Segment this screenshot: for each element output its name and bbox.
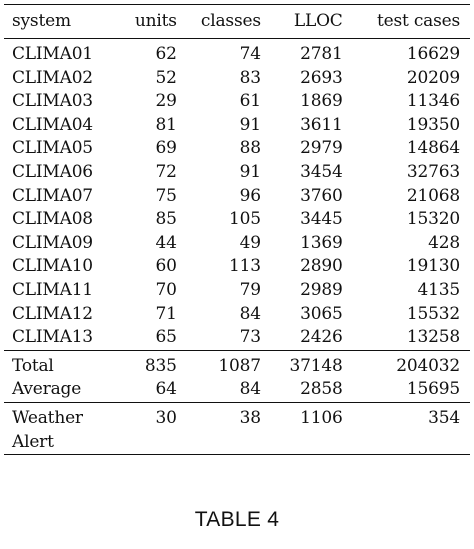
cell-lloc: 37148 bbox=[261, 350, 343, 378]
cell-test-cases: 354 bbox=[343, 402, 470, 454]
cell-classes: 84 bbox=[239, 379, 261, 400]
summary-rows bbox=[4, 350, 470, 402]
cell-classes: 88 bbox=[239, 138, 261, 159]
table-row bbox=[4, 402, 470, 454]
cell-units: 72 bbox=[155, 161, 177, 182]
cell-test-cases: 21068 bbox=[406, 185, 460, 206]
cell-system: CLIMA04 bbox=[12, 114, 93, 135]
table-row bbox=[4, 137, 470, 161]
cell-lloc: 3454 bbox=[300, 161, 343, 182]
header-classes: classes bbox=[177, 5, 261, 39]
cell-system: CLIMA03 bbox=[12, 91, 93, 112]
cell-system: CLIMA09 bbox=[12, 232, 93, 253]
cell-classes: 83 bbox=[239, 67, 261, 88]
cell-classes: 105 bbox=[229, 209, 261, 230]
cell-lloc: 1869 bbox=[300, 91, 343, 112]
cell-test-cases: 428 bbox=[428, 232, 460, 253]
cell-lloc: 2979 bbox=[300, 138, 343, 159]
table-row bbox=[4, 161, 470, 185]
table-header-row bbox=[4, 5, 470, 39]
cell-lloc: 2693 bbox=[300, 67, 343, 88]
cell-classes: 113 bbox=[229, 256, 261, 277]
cell-system: CLIMA08 bbox=[12, 209, 93, 230]
cell-classes: 91 bbox=[239, 114, 261, 135]
cell-test-cases: 19130 bbox=[406, 256, 460, 277]
cell-test-cases: 204032 bbox=[343, 350, 470, 378]
cell-test-cases: 15695 bbox=[406, 379, 460, 400]
metrics-table-container bbox=[4, 4, 470, 455]
cell-units: 71 bbox=[155, 303, 177, 324]
cell-classes: 84 bbox=[239, 303, 261, 324]
cell-system: CLIMA07 bbox=[12, 185, 93, 206]
header-test-cases: test cases bbox=[343, 5, 470, 39]
cell-system: CLIMA01 bbox=[12, 44, 93, 64]
cell-classes: 73 bbox=[239, 327, 261, 348]
cell-test-cases: 11346 bbox=[406, 91, 460, 112]
cell-lloc: 3065 bbox=[300, 303, 343, 324]
cell-units: 44 bbox=[155, 232, 177, 253]
cell-classes: 79 bbox=[239, 279, 261, 300]
cell-classes: 49 bbox=[239, 232, 261, 253]
cell-system: CLIMA02 bbox=[12, 67, 93, 88]
table-row bbox=[4, 255, 470, 279]
cell-lloc: 1106 bbox=[261, 402, 343, 454]
table-row bbox=[4, 114, 470, 138]
table-caption: TABLE 4 bbox=[194, 508, 280, 531]
cell-classes: 1087 bbox=[177, 350, 261, 378]
table-row bbox=[4, 350, 470, 378]
cell-units: 69 bbox=[155, 138, 177, 159]
cell-test-cases: 13258 bbox=[406, 327, 460, 348]
cell-system: CLIMA11 bbox=[12, 279, 93, 300]
cell-lloc: 3445 bbox=[300, 209, 343, 230]
system-name-line2: Alert bbox=[12, 431, 54, 452]
cell-units: 29 bbox=[155, 91, 177, 112]
cell-test-cases: 20209 bbox=[406, 67, 460, 88]
table-row bbox=[4, 232, 470, 256]
cell-units: 62 bbox=[155, 44, 177, 64]
cell-classes: 38 bbox=[177, 402, 261, 454]
cell-units: 30 bbox=[107, 402, 177, 454]
cell-system: CLIMA12 bbox=[12, 303, 93, 324]
cell-units: 85 bbox=[155, 209, 177, 230]
cell-test-cases: 19350 bbox=[406, 114, 460, 135]
cell-lloc: 2989 bbox=[300, 279, 343, 300]
table-row bbox=[4, 279, 470, 303]
cell-units: 64 bbox=[155, 379, 177, 400]
cell-units: 52 bbox=[155, 67, 177, 88]
cell-classes: 96 bbox=[239, 185, 261, 206]
cell-lloc: 2426 bbox=[300, 327, 343, 348]
header-lloc: LLOC bbox=[261, 5, 343, 39]
table-row bbox=[4, 303, 470, 327]
cell-test-cases: 32763 bbox=[406, 161, 460, 182]
header-system: system bbox=[4, 5, 107, 39]
cell-lloc: 3611 bbox=[300, 114, 343, 135]
system-rows bbox=[4, 39, 470, 351]
cell-system: CLIMA05 bbox=[12, 138, 93, 159]
cell-lloc: 1369 bbox=[300, 232, 343, 253]
cell-units: 70 bbox=[155, 279, 177, 300]
cell-system: CLIMA06 bbox=[12, 161, 93, 182]
table-row bbox=[4, 326, 470, 350]
cell-test-cases: 4135 bbox=[417, 279, 460, 300]
cell-units: 60 bbox=[155, 256, 177, 277]
cell-units: 81 bbox=[155, 114, 177, 135]
cell-test-cases: 15320 bbox=[406, 209, 460, 230]
cell-lloc: 2890 bbox=[300, 256, 343, 277]
cell-units: 75 bbox=[155, 185, 177, 206]
cell-units: 835 bbox=[107, 350, 177, 378]
table-row bbox=[4, 67, 470, 91]
cell-system: Total bbox=[4, 350, 107, 378]
table-row bbox=[4, 208, 470, 232]
cell-system: CLIMA13 bbox=[12, 327, 93, 348]
cell-lloc: 3760 bbox=[300, 185, 343, 206]
cell-test-cases: 14864 bbox=[406, 138, 460, 159]
table-row bbox=[4, 185, 470, 209]
table-row bbox=[4, 90, 470, 114]
cell-classes: 74 bbox=[239, 44, 261, 64]
table-row bbox=[4, 378, 470, 402]
cell-units: 65 bbox=[155, 327, 177, 348]
cell-classes: 61 bbox=[239, 91, 261, 112]
extra-rows bbox=[4, 402, 470, 454]
cell-system: Average bbox=[12, 379, 82, 400]
cell-system bbox=[4, 402, 107, 454]
cell-test-cases: 16629 bbox=[406, 44, 460, 64]
system-metrics-table bbox=[4, 4, 470, 455]
system-name-line1: Weather bbox=[12, 407, 83, 428]
cell-lloc: 2858 bbox=[300, 379, 343, 400]
table-row bbox=[4, 39, 470, 67]
header-units: units bbox=[107, 5, 177, 39]
cell-lloc: 2781 bbox=[300, 44, 343, 64]
cell-system: CLIMA10 bbox=[12, 256, 93, 277]
cell-test-cases: 15532 bbox=[406, 303, 460, 324]
cell-classes: 91 bbox=[239, 161, 261, 182]
